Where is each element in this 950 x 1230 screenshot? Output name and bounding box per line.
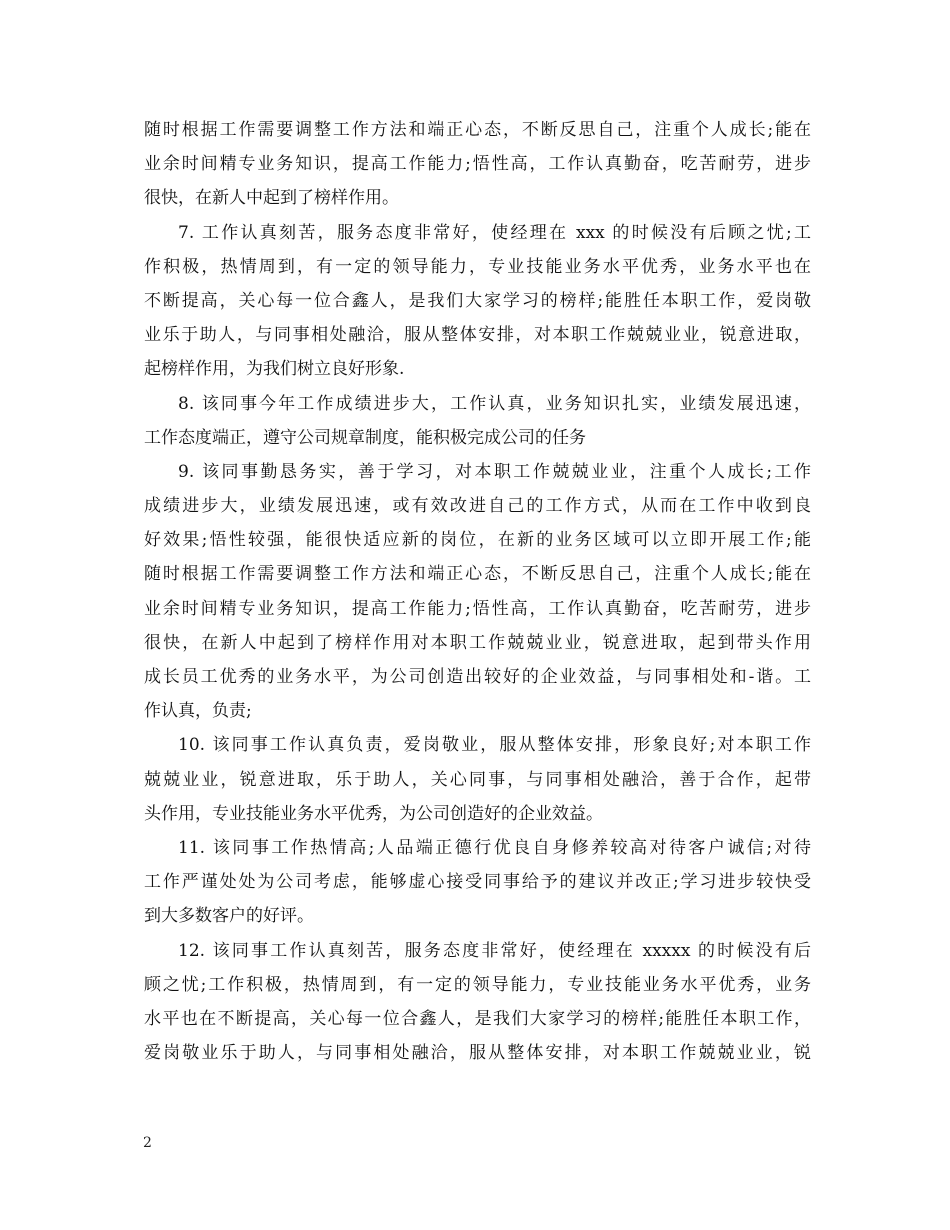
text-line: 7. 工作认真刻苦，服务态度非常好，使经理在 xxx 的时候没有后顾之忧;工 bbox=[178, 222, 811, 243]
text-line: 9. 该同事勤恳务实，善于学习，对本职工作兢兢业业，注重个人成长;工作 bbox=[178, 461, 811, 482]
text-line: 随时根据工作需要调整工作方法和端正心态，不断反思自己，注重个人成长;能在 bbox=[144, 120, 811, 140]
text-line: 8. 该同事今年工作成绩进步大，工作认真，业务知识扎实，业绩发展迅速， bbox=[178, 393, 811, 414]
document-body bbox=[144, 113, 811, 1070]
text-line: 成绩进步大，业绩发展迅速，或有效改进自己的工作方式，从而在工作中收到良 bbox=[144, 496, 811, 517]
text-line: 业余时间精专业务知识，提高工作能力;悟性高，工作认真勤奋，吃苦耐劳，进步 bbox=[144, 598, 811, 619]
text-line: 起榜样作用，为我们树立良好形象. bbox=[144, 359, 405, 380]
text-line: 业乐于助人，与同事相处融洽，服从整体安排，对本职工作兢兢业业，锐意进取， bbox=[144, 325, 811, 346]
text-line: 业余时间精专业务知识，提高工作能力;悟性高，工作认真勤奋，吃苦耐劳，进步 bbox=[144, 154, 811, 175]
text-line: 12. 该同事工作认真刻苦，服务态度非常好，使经理在 xxxxx 的时候没有后 bbox=[178, 940, 811, 961]
text-line: 头作用，专业技能业务水平优秀，为公司创造好的企业效益。 bbox=[144, 803, 603, 824]
text-line: 很快，在新人中起到了榜样作用对本职工作兢兢业业，锐意进取，起到带头作用 bbox=[144, 632, 811, 653]
text-line: 兢兢业业，锐意进取，乐于助人，关心同事，与同事相处融洽，善于合作，起带 bbox=[144, 769, 811, 790]
text-line: 爱岗敬业乐于助人，与同事相处融洽，服从整体安排，对本职工作兢兢业业，锐 bbox=[144, 1043, 811, 1064]
text-line: 不断提高，关心每一位合鑫人，是我们大家学习的榜样;能胜任本职工作，爱岗敬 bbox=[144, 290, 811, 311]
text-line: 很快，在新人中起到了榜样作用。 bbox=[144, 188, 399, 209]
text-line: 10. 该同事工作认真负责，爱岗敬业，服从整体安排，形象良好;对本职工作 bbox=[178, 735, 811, 756]
text-line: 成长员工优秀的业务水平，为公司创造出较好的企业效益，与同事相处和-谐。工 bbox=[144, 667, 811, 687]
text-line: 作积极，热情周到，有一定的领导能力，专业技能业务水平优秀，业务水平也在 bbox=[144, 256, 811, 277]
text-line: 11. 该同事工作热情高;人品端正德行优良自身修养较高对待客户诚信;对待 bbox=[178, 837, 811, 858]
text-line: 好效果;悟性较强，能很快适应新的岗位，在新的业务区域可以立即开展工作;能 bbox=[144, 530, 811, 551]
text-line: 随时根据工作需要调整工作方法和端正心态，不断反思自己，注重个人成长;能在 bbox=[144, 564, 811, 585]
text-line: 工作态度端正，遵守公司规章制度，能积极完成公司的任务 bbox=[144, 427, 586, 448]
text-line: 工作严谨处处为公司考虑，能够虚心接受同事给予的建议并改正;学习进步较快受 bbox=[144, 872, 811, 893]
page-number: 2 bbox=[143, 1135, 152, 1151]
text-line: 到大多数客户的好评。 bbox=[144, 906, 314, 927]
text-line: 顾之忧;工作积极，热情周到，有一定的领导能力，专业技能业务水平优秀，业务 bbox=[144, 974, 811, 995]
text-line: 水平也在不断提高，关心每一位合鑫人，是我们大家学习的榜样;能胜任本职工作， bbox=[144, 1008, 811, 1029]
text-line: 作认真，负责; bbox=[144, 701, 252, 722]
